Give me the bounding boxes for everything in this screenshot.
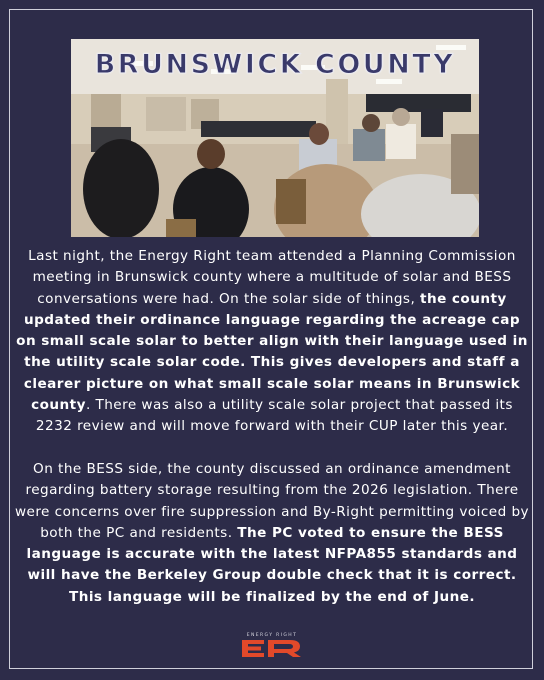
- paragraph-bess: [14, 459, 530, 608]
- solar-followup-text: . There was also a utility scale solar project that passed its 2232 review and will move forward with their CUP later this year.: [35, 397, 513, 435]
- bess-highlight-text: The PC voted to ensure the BESS language is accurate with the latest NFPA855 standards and will have the Berkeley Group double check that it is correct. This language will be finalized by the end of June.: [26, 524, 518, 605]
- photo-title: BRUNSWICK COUNTY: [94, 49, 456, 80]
- meeting-photo: [71, 39, 479, 237]
- article-body: [14, 246, 530, 608]
- solar-intro-text: Last night, the Energy Right team attended a Planning Commission meeting in Brunswick county where a multitude of solar and BESS conversations were had. On the solar side of things,: [28, 248, 516, 307]
- paragraph-solar: [14, 246, 530, 438]
- logo-tagline: ENERGY RIGHT: [246, 633, 298, 638]
- bess-intro-text: On the BESS side, the county discussed an ordinance amendment regarding battery storage resulting from the 2026 legislation. There were concerns over fire suppression and By-Right permitting voiced by both the PC and residents.: [14, 460, 530, 541]
- solar-highlight-text: the county updated their ordinance language regarding the acreage cap on small scale solar to better align with their language used in the utility scale solar code. This gives developers and staff a clearer picture on what small scale solar means in Brunswick county: [16, 290, 528, 414]
- energy-right-logo: [230, 633, 314, 659]
